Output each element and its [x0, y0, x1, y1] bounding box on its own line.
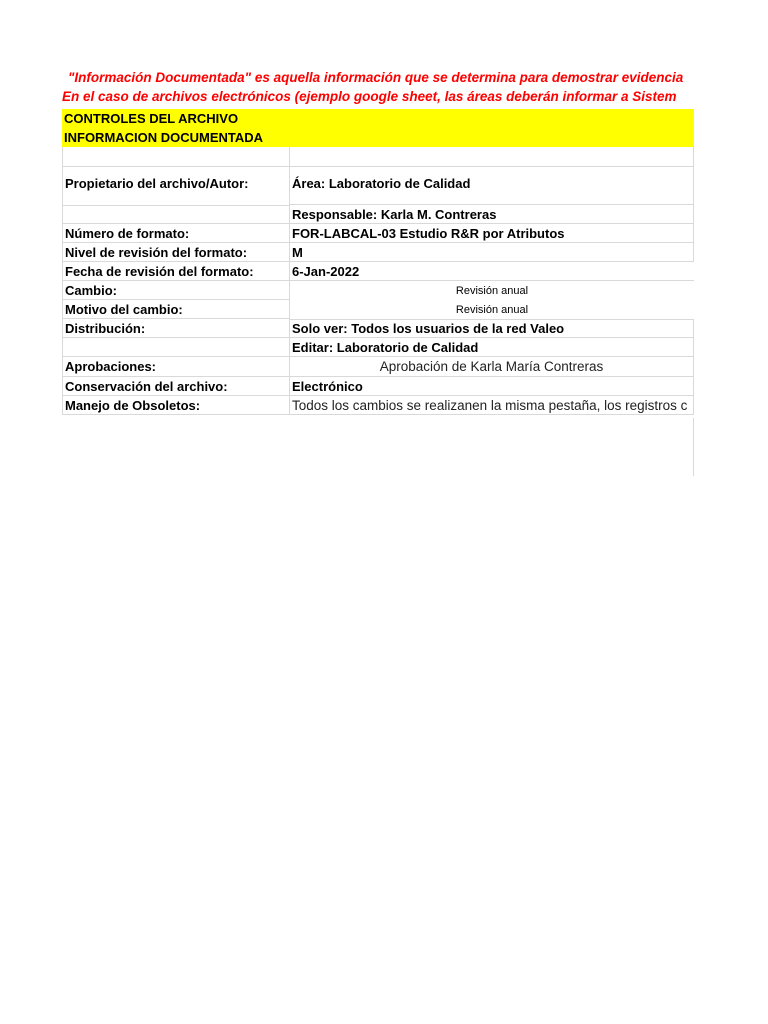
- reason-row: [62, 300, 694, 319]
- notice-line-1: "Información Documentada" es aquella información que se determina para demostrar evidencia: [68, 70, 684, 85]
- conservation-value[interactable]: Electrónico: [290, 377, 694, 396]
- obsolete-label[interactable]: Manejo de Obsoletos:: [62, 396, 290, 415]
- revision-label[interactable]: Nivel de revisión del formato:: [62, 243, 290, 262]
- date-label[interactable]: Fecha de revisión del formato:: [62, 262, 290, 281]
- responsable-row: [62, 205, 694, 224]
- approvals-row: [62, 357, 694, 377]
- reason-label[interactable]: Motivo del cambio:: [62, 300, 290, 319]
- spacer-row: [62, 147, 694, 167]
- change-label[interactable]: Cambio:: [62, 281, 290, 300]
- grid-edge-line: [693, 418, 694, 476]
- change-value[interactable]: Revisión anual: [455, 284, 529, 297]
- header-row-2: [62, 128, 694, 147]
- distribution-label[interactable]: Distribución:: [62, 319, 290, 338]
- area-value[interactable]: Área: Laboratorio de Calidad: [290, 167, 694, 205]
- empty-cell[interactable]: [62, 147, 290, 167]
- header-row-1: [62, 109, 694, 128]
- header-title: CONTROLES DEL ARCHIVO: [62, 109, 694, 128]
- format-value[interactable]: FOR-LABCAL-03 Estudio R&R por Atributos: [290, 224, 694, 243]
- empty-cell[interactable]: [62, 338, 290, 357]
- format-row: [62, 224, 694, 243]
- empty-cell[interactable]: [290, 147, 694, 167]
- distribution-view-row: [62, 319, 694, 338]
- approvals-value[interactable]: Aprobación de Karla María Contreras: [290, 357, 694, 377]
- reason-value[interactable]: Revisión anual: [455, 303, 529, 316]
- owner-row: [62, 167, 694, 205]
- date-value[interactable]: 6-Jan-2022: [290, 262, 694, 281]
- change-row: [62, 281, 694, 300]
- distribution-view-value[interactable]: Solo ver: Todos los usuarios de la red Valeo: [290, 319, 694, 338]
- responsable-value[interactable]: Responsable: Karla M. Contreras: [290, 205, 694, 224]
- header-subtitle: INFORMACION DOCUMENTADA: [62, 128, 694, 147]
- notice-line-2: En el caso de archivos electrónicos (ejemplo google sheet, las áreas deberán informar a Sistem: [62, 89, 677, 104]
- format-label[interactable]: Número de formato:: [62, 224, 290, 243]
- conservation-label[interactable]: Conservación del archivo:: [62, 377, 290, 396]
- revision-row: [62, 243, 694, 262]
- distribution-edit-row: [62, 338, 694, 357]
- obsolete-value[interactable]: Todos los cambios se realizanen la misma pestaña, los registros c: [290, 396, 694, 415]
- file-controls-sheet: [62, 109, 694, 415]
- obsolete-row: [62, 396, 694, 415]
- owner-label[interactable]: Propietario del archivo/Autor:: [62, 167, 290, 205]
- date-row: [62, 262, 694, 281]
- distribution-edit-value[interactable]: Editar: Laboratorio de Calidad: [290, 338, 694, 357]
- revision-value[interactable]: M: [290, 243, 694, 262]
- approvals-label[interactable]: Aprobaciones:: [62, 357, 290, 377]
- empty-cell[interactable]: [62, 205, 290, 224]
- conservation-row: [62, 377, 694, 396]
